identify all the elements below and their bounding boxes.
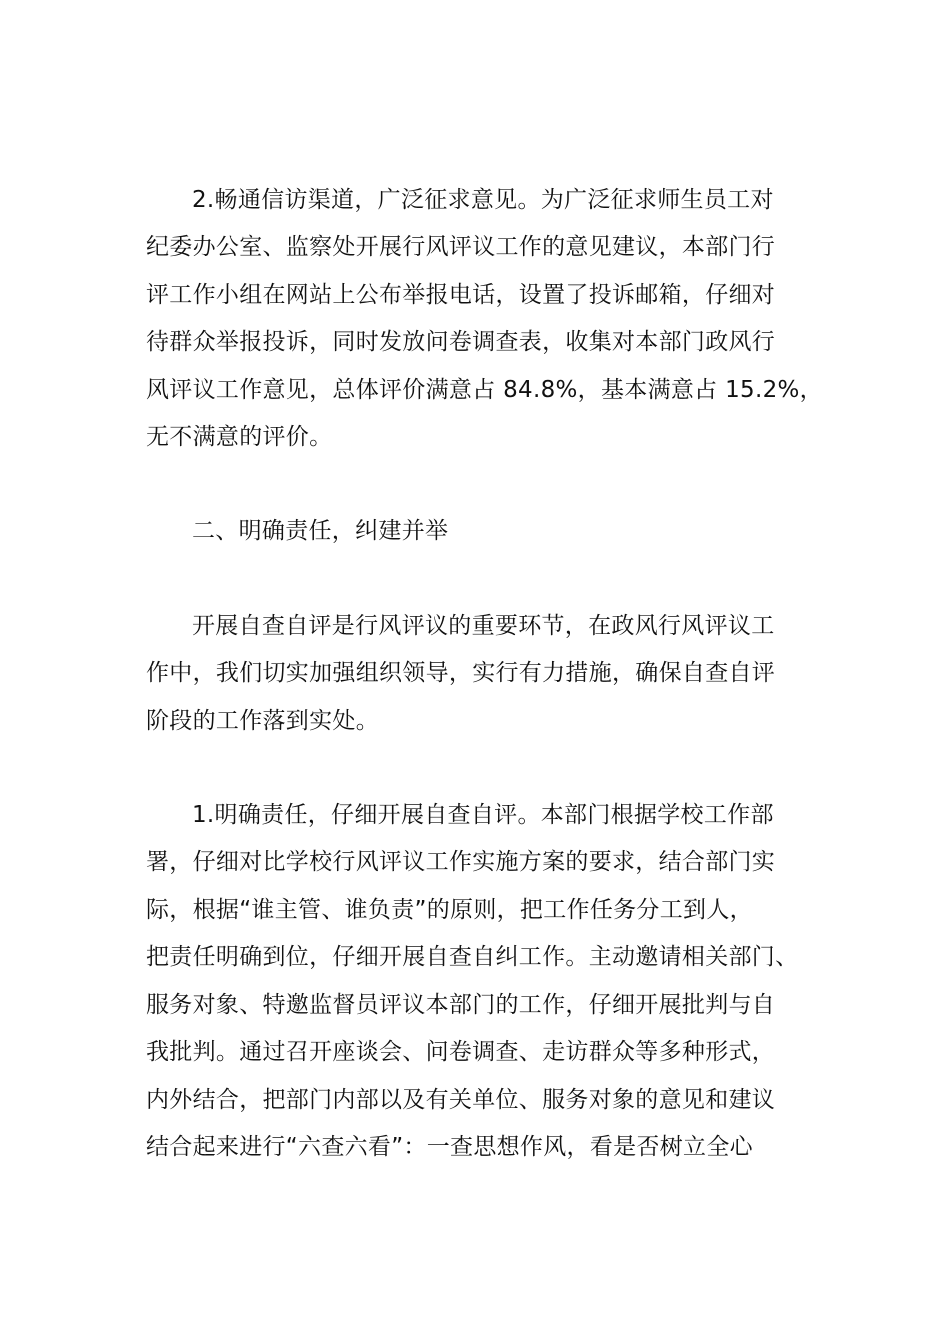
text-line: 我批判。通过召开座谈会、问卷调查、走访群众等多种形式， [146, 1039, 776, 1066]
paragraph-self-check-intro [146, 603, 836, 745]
paragraph-spacer [146, 745, 836, 792]
text-line: 内外结合，把部门内部以及有关单位、服务对象的意见和建议 [146, 1086, 776, 1113]
paragraph-clarify-responsibility [146, 792, 836, 1171]
paragraph-petition-channels [146, 177, 836, 461]
paragraph-spacer [146, 556, 836, 603]
section-heading [146, 508, 836, 555]
section-heading-text: 二、明确责任，纠建并举 [192, 518, 449, 545]
paragraph-spacer [146, 461, 836, 508]
text-line: 纪委办公室、监察处开展行风评议工作的意见建议，本部门行 [146, 234, 776, 261]
text-line: 服务对象、特邀监督员评议本部门的工作，仔细开展批判与自 [146, 991, 776, 1018]
text-line: 待群众举报投诉，同时发放问卷调查表，收集对本部门政风行 [146, 329, 776, 356]
text-line: 结合起来进行“六查六看”：一查思想作风，看是否树立全心 [146, 1133, 753, 1160]
text-line: 无不满意的评价。 [146, 424, 333, 451]
text-line: 把责任明确到位，仔细开展自查自纠工作。主动邀请相关部门、 [146, 944, 799, 971]
text-line: 阶段的工作落到实处。 [146, 707, 379, 734]
text-line: 1.明确责任，仔细开展自查自评。本部门根据学校工作部 [192, 802, 774, 829]
text-line: 开展自查自评是行风评议的重要环节，在政风行风评议工 [192, 612, 775, 639]
text-line: 际，根据“谁主管、谁负责”的原则，把工作任务分工到人， [146, 896, 753, 923]
document-body [146, 177, 836, 1171]
text-line: 2.畅通信访渠道，广泛征求意见。为广泛征求师生员工对 [192, 187, 774, 213]
text-line: 署，仔细对比学校行风评议工作实施方案的要求，结合部门实 [146, 849, 776, 876]
text-line: 评工作小组在网站上公布举报电话，设置了投诉邮箱，仔细对 [146, 281, 776, 308]
text-line: 作中，我们切实加强组织领导，实行有力措施，确保自查自评 [146, 660, 776, 687]
text-line: 风评议工作意见，总体评价满意占 84.8%，基本满意占 15.2%， [146, 376, 823, 403]
